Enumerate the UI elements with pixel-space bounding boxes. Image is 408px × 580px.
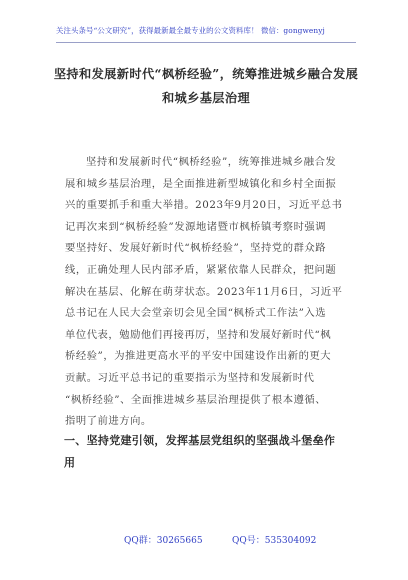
header-banner: 关注头条号“公文研究”，获得最新最全最专业的公文资料库！ 微信：gongwenyj xyxy=(56,26,325,35)
body-paragraph xyxy=(65,152,355,433)
section-heading-line-1: 一、坚持党建引领，发挥基层党组织的坚强战斗堡垒作 xyxy=(64,434,336,447)
body-line: 解决在基层、化解在萌芽状态。2023年11月6日，习近平 xyxy=(65,285,343,298)
body-line: “枫桥经验”、全面推进城乡基层治理提供了根本遵循、 xyxy=(65,393,327,406)
footer-qq-group: QQ群：30265665 xyxy=(124,536,203,546)
title-line-2: 和城乡基层治理 xyxy=(161,91,251,105)
section-heading-line-2: 用 xyxy=(64,456,76,469)
body-line: 记再次来到“枫桥经验”发源地诸暨市枫桥镇考察时强调 xyxy=(65,220,327,233)
body-line: 指明了前进方向。 xyxy=(65,415,152,428)
document-title xyxy=(46,62,366,110)
body-line: 线，正确处理人民内部矛盾，紧紧依靠人民群众，把问题 xyxy=(65,263,337,276)
footer-qq-number: QQ号：535304092 xyxy=(232,536,317,546)
body-line: 坚持和发展新时代“枫桥经验”，统筹推进城乡融合发 xyxy=(86,156,337,168)
body-line: 桥经验”，为推进更高水平的平安中国建设作出新的更大 xyxy=(65,350,332,363)
body-line: 展和城乡基层治理，是全面推进新型城镇化和乡村全面振 xyxy=(65,177,337,190)
header-divider xyxy=(56,42,356,43)
body-line: 贡献。习近平总书记的重要指示为坚持和发展新时代 xyxy=(65,371,315,384)
footer xyxy=(0,534,408,548)
title-line-1: 坚持和发展新时代“枫桥经验”，统筹推进城乡融合发展 xyxy=(53,67,359,81)
body-line: 单位代表，勉励他们再接再厉，坚持和发展好新时代“枫 xyxy=(65,328,332,341)
body-line: 要坚持好、发展好新时代“枫桥经验”，坚持党的群众路 xyxy=(65,242,327,255)
section-heading xyxy=(64,430,356,474)
body-line: 兴的重要抓手和重大举措。2023年9月20日，习近平总书 xyxy=(65,199,343,212)
body-line: 总书记在人民大会堂亲切会见全国“枫桥式工作法”入选 xyxy=(65,307,327,320)
